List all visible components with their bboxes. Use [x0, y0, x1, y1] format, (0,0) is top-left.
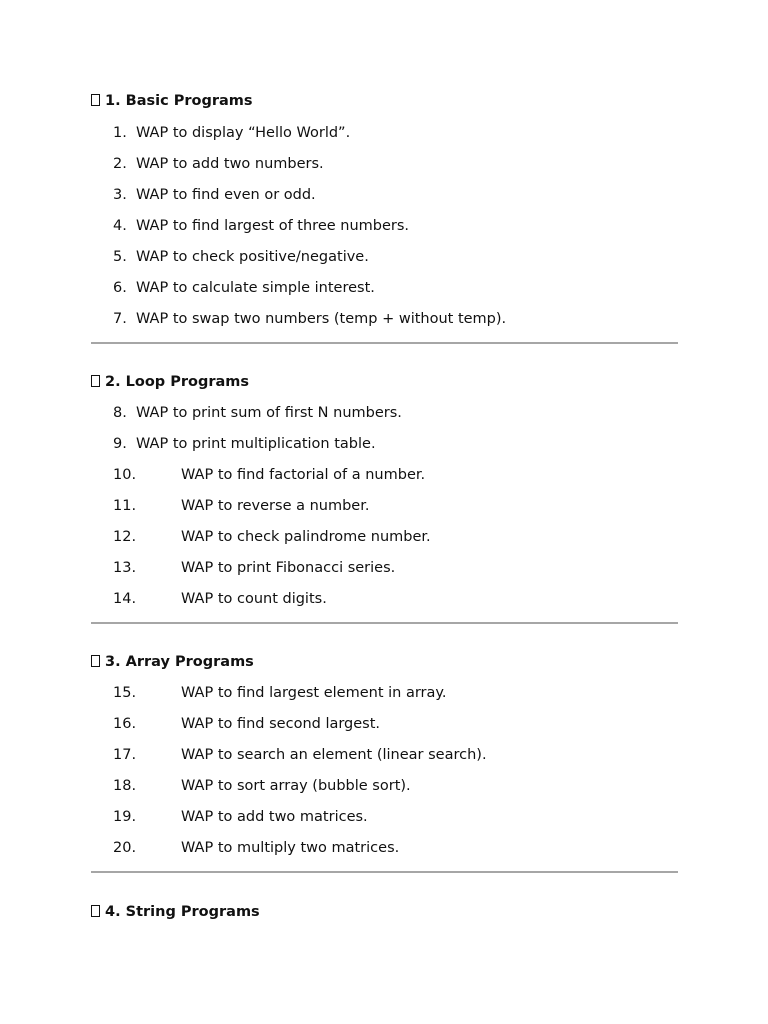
list-item	[91, 309, 678, 340]
section-array-programs	[91, 652, 678, 869]
item-number: 5.	[113, 249, 127, 265]
item-number: 2.	[113, 156, 127, 172]
section-string-programs	[91, 902, 678, 922]
item-number: 16.	[113, 716, 137, 732]
list-item	[91, 247, 678, 278]
section-title: 4. String Programs	[105, 904, 260, 920]
heading-marker-icon	[91, 905, 100, 917]
item-text: WAP to swap two numbers (temp + without temp).	[136, 311, 507, 327]
list-item	[91, 154, 678, 185]
list-item	[91, 714, 678, 745]
item-number: 11.	[113, 498, 137, 514]
item-number: 8.	[113, 405, 127, 421]
list-item	[91, 807, 678, 838]
item-number: 14.	[113, 591, 137, 607]
item-text: WAP to find even or odd.	[136, 187, 316, 203]
program-list	[91, 403, 678, 620]
item-text: WAP to check palindrome number.	[181, 529, 431, 545]
item-text: WAP to add two matrices.	[181, 809, 368, 825]
item-number: 9.	[113, 436, 127, 452]
list-item	[91, 278, 678, 309]
section-heading	[91, 372, 678, 392]
item-text: WAP to print multiplication table.	[136, 436, 376, 452]
item-text: WAP to print sum of first N numbers.	[136, 405, 402, 421]
item-text: WAP to find second largest.	[181, 716, 381, 732]
item-number: 4.	[113, 218, 127, 234]
section-divider	[91, 871, 678, 873]
item-text: WAP to sort array (bubble sort).	[181, 778, 411, 794]
item-number: 10.	[113, 467, 137, 483]
section-heading	[91, 652, 678, 672]
list-item	[91, 838, 678, 869]
list-item	[91, 589, 678, 620]
list-item	[91, 496, 678, 527]
item-text: WAP to multiply two matrices.	[181, 840, 400, 856]
item-text: WAP to display “Hello World”.	[136, 125, 351, 141]
section-divider	[91, 622, 678, 624]
list-item	[91, 216, 678, 247]
program-list	[91, 123, 678, 340]
item-text: WAP to reverse a number.	[181, 498, 370, 514]
heading-marker-icon	[91, 94, 100, 106]
section-title: 2. Loop Programs	[105, 374, 250, 390]
item-number: 3.	[113, 187, 127, 203]
item-text: WAP to search an element (linear search).	[181, 747, 487, 763]
item-text: WAP to count digits.	[181, 591, 327, 607]
list-item	[91, 185, 678, 216]
item-number: 12.	[113, 529, 137, 545]
section-heading	[91, 902, 678, 922]
list-item	[91, 465, 678, 496]
list-item	[91, 558, 678, 589]
section-loop-programs	[91, 372, 678, 620]
item-number: 18.	[113, 778, 137, 794]
item-number: 19.	[113, 809, 137, 825]
item-number: 6.	[113, 280, 127, 296]
item-text: WAP to find largest element in array.	[181, 685, 447, 701]
list-item	[91, 527, 678, 558]
section-title: 1. Basic Programs	[105, 93, 253, 109]
item-number: 15.	[113, 685, 137, 701]
item-number: 1.	[113, 125, 127, 141]
section-heading	[91, 91, 678, 111]
section-divider	[91, 342, 678, 344]
item-number: 17.	[113, 747, 137, 763]
list-item	[91, 123, 678, 154]
item-number: 20.	[113, 840, 137, 856]
item-number: 7.	[113, 311, 127, 327]
heading-marker-icon	[91, 375, 100, 387]
list-item	[91, 403, 678, 434]
list-item	[91, 745, 678, 776]
item-text: WAP to add two numbers.	[136, 156, 324, 172]
heading-marker-icon	[91, 655, 100, 667]
item-text: WAP to print Fibonacci series.	[181, 560, 396, 576]
list-item	[91, 683, 678, 714]
item-number: 13.	[113, 560, 137, 576]
item-text: WAP to calculate simple interest.	[136, 280, 375, 296]
section-basic-programs	[91, 91, 678, 340]
list-item	[91, 434, 678, 465]
list-item	[91, 776, 678, 807]
item-text: WAP to find factorial of a number.	[181, 467, 426, 483]
item-text: WAP to check positive/negative.	[136, 249, 369, 265]
program-list	[91, 683, 678, 869]
section-title: 3. Array Programs	[105, 654, 254, 670]
item-text: WAP to find largest of three numbers.	[136, 218, 410, 234]
